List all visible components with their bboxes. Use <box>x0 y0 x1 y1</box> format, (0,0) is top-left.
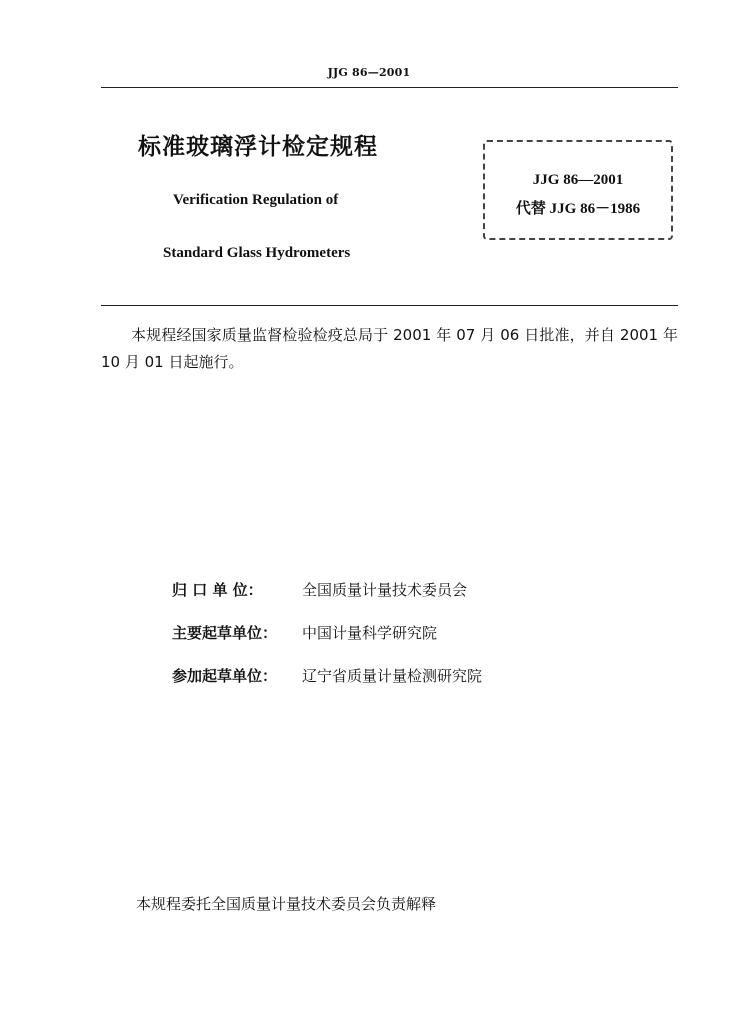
org-label-participating-drafter: 参加起草单位： <box>172 667 278 685</box>
header-code: JJG 86—2001 <box>327 66 411 79</box>
title-english-line2: Standard Glass Hydrometers <box>163 245 351 261</box>
org-label-responsible: 归 口 单 位： <box>172 581 263 599</box>
stamp-code: JJG 86—2001 <box>532 172 624 188</box>
title-english-line1: Verification Regulation of <box>173 192 339 208</box>
approval-statement: 本规程经国家质量监督检验检疫总局于 2001 年 07 月 06 日批准，并自 2001 年 10 月 01 日起施行。 <box>101 326 678 371</box>
org-value-responsible: 全国质量计量技术委员会 <box>302 581 468 599</box>
org-value-main-drafter: 中国计量科学研究院 <box>302 624 438 642</box>
title-rule <box>101 305 678 306</box>
org-value-participating-drafter: 辽宁省质量计量检测研究院 <box>302 667 483 685</box>
title-chinese: 标准玻璃浮计检定规程 <box>138 134 378 160</box>
stamp-replaces: 代替 JJG 86－1986 <box>515 201 641 217</box>
header-rule <box>101 87 678 88</box>
document-code-stamp <box>483 140 673 240</box>
org-label-main-drafter: 主要起草单位： <box>172 624 278 642</box>
interpretation-note: 本规程委托全国质量计量技术委员会负责解释 <box>136 895 437 913</box>
